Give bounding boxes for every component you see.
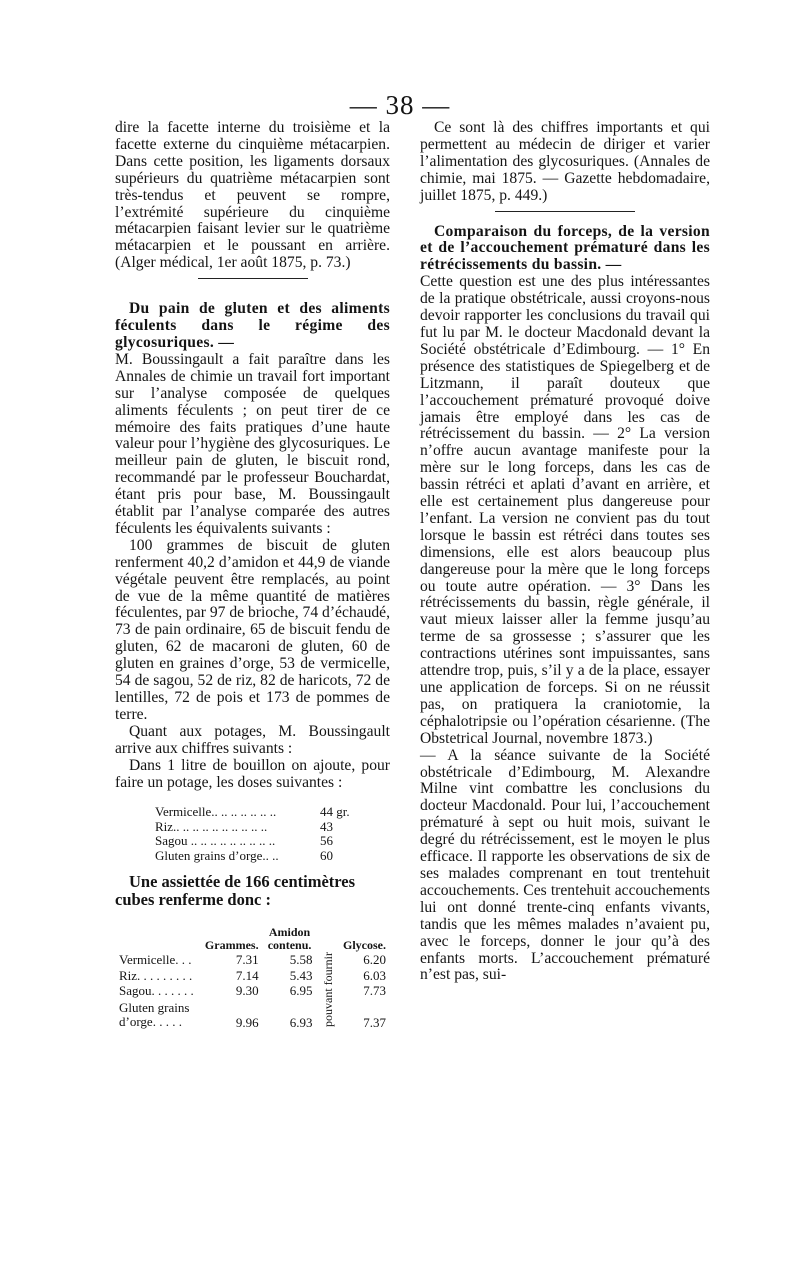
paragraph: Quant aux potages, M. Boussingault arrive aux chiffres suivants : [115,722,390,757]
list-item: Sagou .. .. .. .. .. .. .. .. .. 56 [155,833,333,849]
table-header-row: Grammes. Amidon contenu. Glycose. [204,925,386,953]
right-column [420,120,710,984]
article-heading-forceps: Comparaison du forceps, de la version et de l’accouchement prématuré dans les rétrécissements du bassin. — [420,222,710,274]
table-row: Vermicelle. . . 7.31 5.58 pouvant fournir 6.20 [119,952,386,1028]
paragraph: Dans 1 litre de bouillon on ajoute, pour faire un potage, les doses suivantes : [115,756,390,791]
table-row: Riz. . . . . . . . . 7.14 5.43 6.03 [119,967,386,983]
page-number: — 38 — [349,90,451,120]
paragraph: Cette question est une des plus intéressantes de la pratique obstétricale, aussi croyons-nous devoir rapporter les conclusions du travail qui fut lu par M. le docteur Macdonald devant la Société obstétricale d’Edimbourg. — 1° En présence des statistiques de Spiegelberg et de Litzmann, il paraît douteux que l’accouchement prématuré provoqué doive jamais être employé dans les cas de rétrécissement du bassin. — 2° La version n’offre aucun avantage manifeste pour la mère sur le long forceps, dans les cas de bassin rétréci et aplati d’avant en arrière, et elle est certainement plus dangereuse pour l’enfant. La version ne convient pas du tout lorsque le bassin est rétréci dans toutes ses dimensions, elle est alors beaucoup plus dangereuse pour la mère que le long forceps ou toute autre opération. — 3° Dans les rétrécissements du bassin, règle générale, il vaut mieux laisser aller la femme jusqu’au terme de sa grossesse ; s’assurer que les contractions utérines sont impuissantes, sans attendre trop, puis, s’il y a de la place, essayer une application de forceps. Si on ne réussit pas, on pratiquera la craniotomie, la céphalotripsie ou l’opération césarienne. (The Obstetrical Journal, novembre 1873.) [420,273,710,747]
section-divider [198,278,308,279]
list-item: Gluten grains d’orge.. .. 60 [155,847,333,863]
list-item: Riz.. .. .. .. .. .. .. .. .. .. 43 [155,818,333,834]
paragraph: 100 grammes de biscuit de gluten renferment 40,2 d’amidon et 44,9 de viande végétale peuvent être remplacés, au point de vue de la même quantité de matières féculentes, par 97 de brioche, 74 d’échaudé, 73 de pain ordinaire, 65 de biscuit fendu de gluten, 62 de macaroni de gluten, 60 de gluten en graines d’orge, 53 de vermicelle, 54 de sagou, 52 de riz, 82 de haricots, 72 de lentilles, 72 de pois et 173 de pommes de terre. [115,536,390,723]
side-label: pouvant fournir [320,952,335,1028]
table-caption: Une assiettée de 166 centimètres cubes renferme donc : [115,872,356,909]
paragraph: Ce sont là des chiffres importants et qui permettent au médecin de diriger et varier l’alimentation des glycosuriques. (Annales de chimie, mai 1875. — Gazette hebdomadaire, juillet 1875, p. 449.) [420,119,710,204]
article-heading-gluten: Du pain de gluten et des aliments féculents dans le régime des glycosuriques. — [115,300,390,351]
table-row: Gluten grains d’orge. . . . . 9.96 6.93 7.37 [119,999,386,1031]
nutrition-table [115,926,390,1030]
section-divider [495,211,635,212]
left-column [115,120,390,1031]
list-item: Vermicelle.. .. .. .. .. .. .. 44 gr. [155,804,350,820]
table-row: Sagou. . . . . . . 9.30 6.95 7.73 [119,983,386,999]
continuation-paragraph: dire la facette interne du troisième et la facette externe du cinquième métacarpien. Dans cette position, les ligaments dorsaux supérieurs du quatrième métacarpien sont très-tendus et peuvent se rompre, l’extrémité supérieure du cinquième métacarpien faisant levier sur le quatrième métacarpien et le poussant en arrière. (Alger médical, 1er août 1875, p. 73.) [115,119,390,272]
paragraph: M. Boussingault a fait paraître dans les Annales de chimie un travail fort important sur l’analyse composée de quelques aliments féculents ; on peut tirer de ce mémoire des faits pratiques d’une haute valeur pour l’hygiène des glycosuriques. Le meilleur pain de gluten, le biscuit rond, recommandé par le professeur Bouchardat, étant pris pour base, M. Boussingault établit par l’analyse comparée des autres féculents les équivalents suivants : [115,350,390,537]
doses-list [155,805,390,863]
paragraph: — A la séance suivante de la Société obstétricale d’Edimbourg, M. Alexandre Milne vint combattre les conclusions du docteur Macdonald. Pour lui, l’accouchement prématuré à sept ou huit mois, suivant le degré du rétrécissement, est le moyen le plus efficace. Il rapporte les observations de six de ses malades comprenant en tout trentehuit accouchements. Ces trentehuit accouchements lui ont donné trente-cinq enfants vivants, tandis que les mêmes malades n’avaient pu, avec le forceps, donner le jour qu’à des enfants morts. L’accouchement prématuré n’est pas, sui- [420,746,710,984]
